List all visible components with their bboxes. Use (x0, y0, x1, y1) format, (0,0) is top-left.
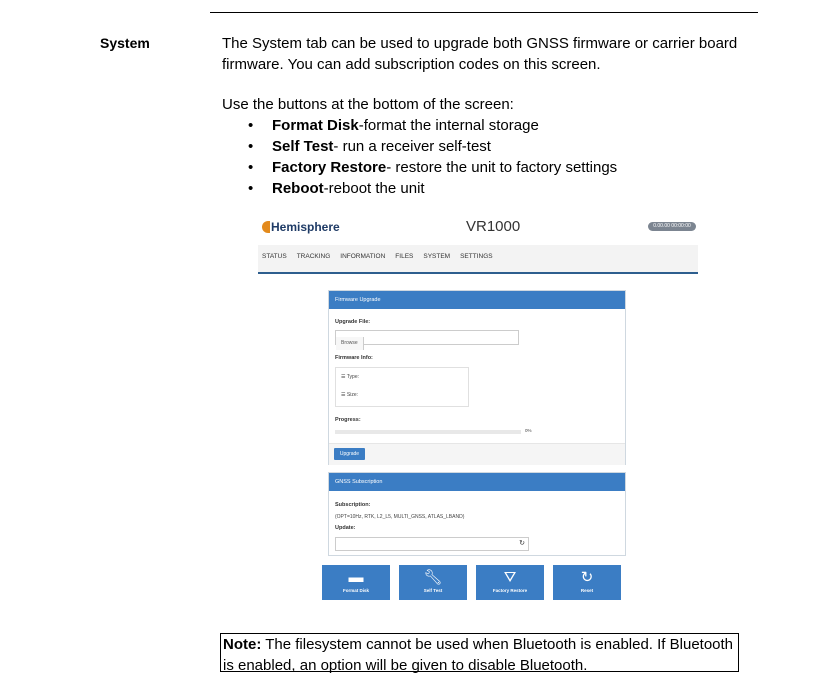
button-label: Format Disk (342, 588, 369, 593)
bullet-term: Format Disk (272, 117, 359, 134)
bullet-desc: - run a receiver self-test (333, 138, 491, 155)
hard-drive-icon: ▬ (348, 569, 364, 586)
bullet-desc: - restore the unit to factory settings (386, 159, 618, 176)
update-input[interactable] (335, 537, 529, 551)
tab-status[interactable]: STATUS (262, 253, 287, 260)
buttons-paragraph: Use the buttons at the bottom of the screen: (222, 96, 514, 113)
list-icon: ☰ (341, 374, 347, 380)
note-text: The filesystem cannot be used when Bluetooth is enabled. If Bluetooth is enabled, an option will be given to disable Bluetooth. (223, 636, 734, 674)
reset-button[interactable] (553, 565, 621, 600)
bullet-term: Factory Restore (272, 159, 387, 176)
upgrade-file-label: Upgrade File: (335, 319, 371, 325)
list-item: • Self Test- run a receiver self-test (248, 138, 491, 155)
button-label: Self Test (423, 588, 443, 593)
info-type: ☰ Type: (341, 374, 360, 380)
system-tab-screenshot (258, 210, 704, 606)
button-label: Factory Restore (492, 588, 528, 593)
note-box (220, 633, 739, 672)
info-size: ☰ Size: (341, 392, 358, 398)
list-icon: ☰ (341, 392, 347, 398)
note-label: Note: (223, 636, 262, 653)
bullet-desc: -format the internal storage (358, 117, 539, 134)
tab-settings[interactable]: SETTINGS (460, 253, 493, 260)
top-rule (210, 12, 758, 13)
subscription-label: Subscription: (335, 502, 371, 508)
list-item: • Factory Restore- restore the unit to factory settings (248, 159, 618, 176)
bullet-term: Self Test (272, 138, 334, 155)
format-disk-button[interactable] (322, 565, 390, 600)
progress-label: Progress: (335, 417, 361, 423)
tab-system[interactable]: SYSTEM (423, 253, 451, 260)
intro-paragraph: The System tab can be used to upgrade both GNSS firmware or carrier board firmware. You can add subscription codes on this screen. (222, 35, 738, 73)
refresh-icon: ↻ (580, 569, 594, 586)
panel-heading: GNSS Subscription (329, 473, 625, 491)
browse-button[interactable]: Browse (336, 337, 364, 350)
section-label: System (100, 35, 150, 51)
nav-underline (258, 272, 698, 274)
action-buttons (322, 565, 621, 600)
progress-value: 0% (525, 428, 532, 433)
panel-heading: Firmware Upgrade (329, 291, 625, 309)
upgrade-button[interactable]: Upgrade (334, 448, 365, 460)
app-title: VR1000 (466, 218, 521, 235)
button-list (246, 115, 617, 199)
logo-text: Hemisphere (271, 220, 340, 234)
tab-files[interactable]: FILES (395, 253, 414, 260)
bullet-desc: -reboot the unit (323, 180, 425, 197)
panel-footer (329, 443, 625, 465)
wrench-icon: 🔧︎ (423, 569, 443, 586)
firmware-info-label: Firmware Info: (335, 355, 373, 361)
file-input[interactable] (335, 330, 519, 345)
logo-mark-icon (262, 221, 270, 233)
cart-icon: ⛛ (503, 569, 517, 586)
tab-information[interactable]: INFORMATION (340, 253, 386, 260)
firmware-upgrade-panel (328, 290, 626, 465)
list-item: • Format Disk-format the internal storage (248, 117, 539, 134)
bullet-term: Reboot (272, 180, 324, 197)
button-label: Reset (580, 588, 594, 593)
progress-bar (335, 430, 521, 434)
self-test-button[interactable] (399, 565, 467, 600)
status-badge: 0.00.00 00:00:00 (648, 222, 696, 231)
update-label: Update: (335, 525, 356, 531)
list-item: • Reboot-reboot the unit (248, 180, 425, 197)
refresh-icon[interactable]: ↻ (519, 540, 525, 547)
firmware-info-box (335, 367, 469, 407)
factory-restore-button[interactable] (476, 565, 544, 600)
subscription-value: (OPT=10Hz, RTK, L2_L5, MULTI_GNSS, ATLAS_LBAND) (335, 514, 465, 520)
gnss-subscription-panel (328, 472, 626, 556)
nav-tabs (262, 253, 493, 260)
tab-tracking[interactable]: TRACKING (296, 253, 331, 260)
hemisphere-logo (262, 220, 340, 234)
